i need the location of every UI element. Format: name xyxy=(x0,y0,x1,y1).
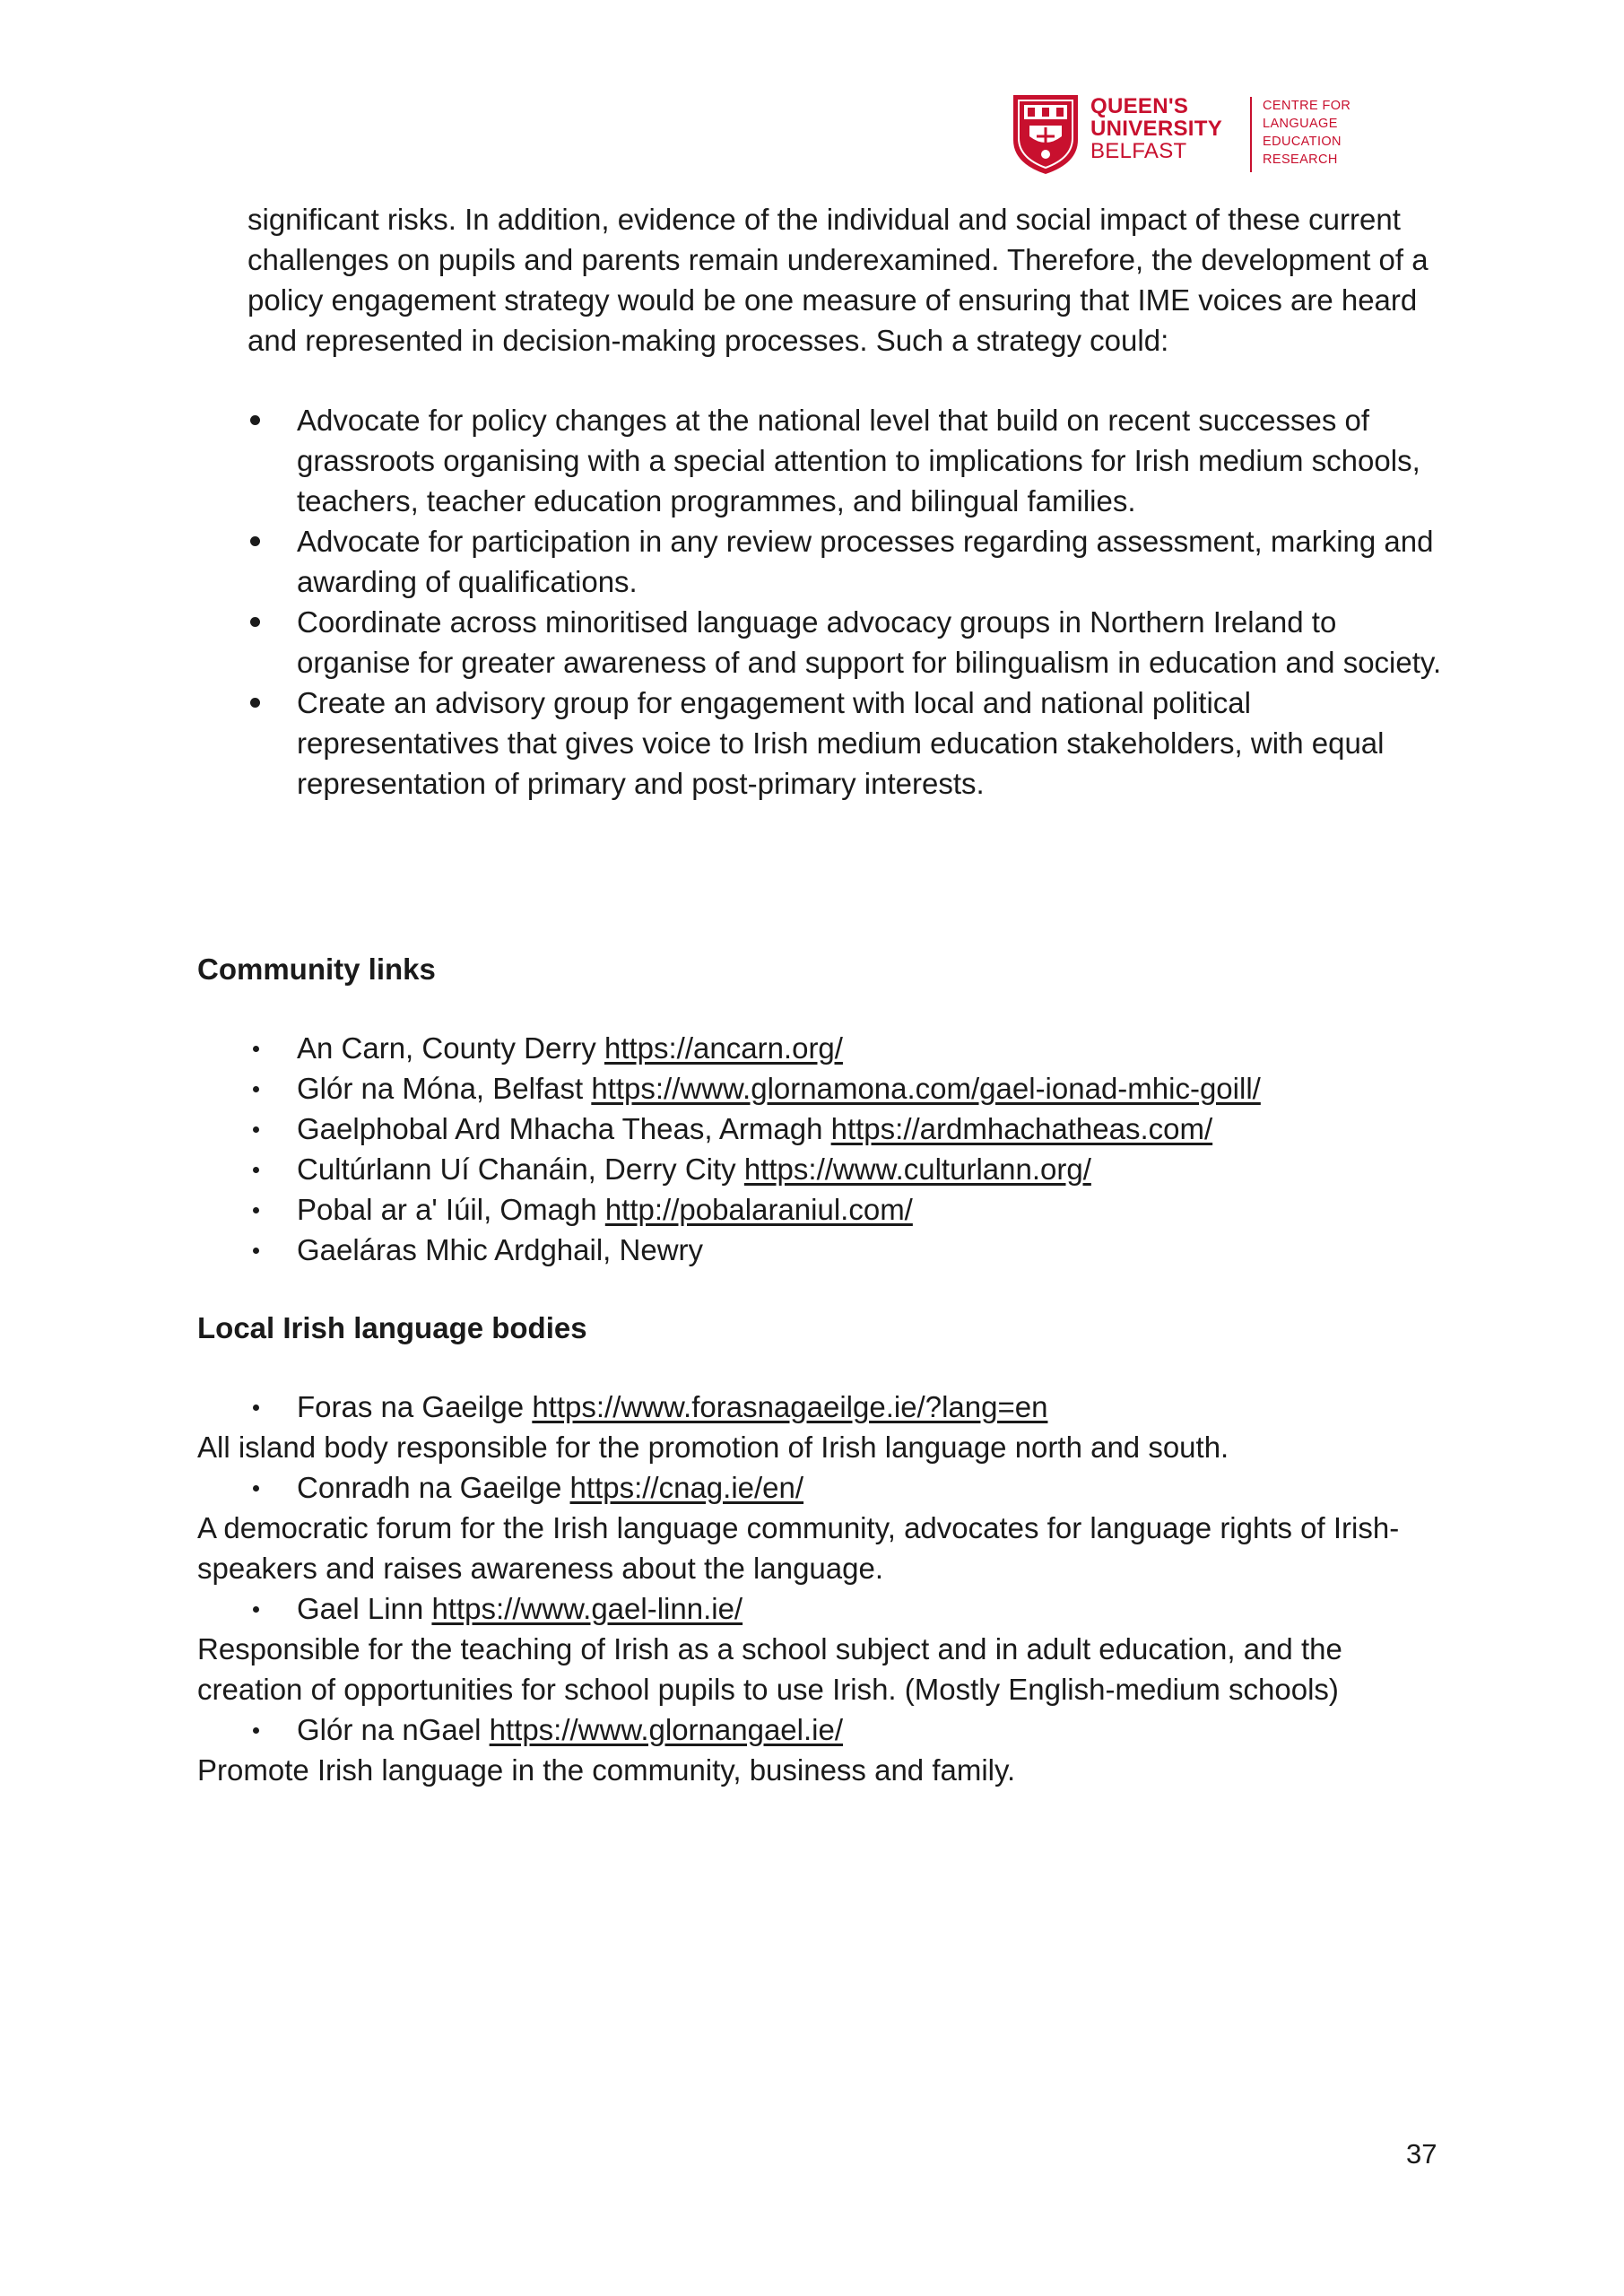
local-bodies-heading: Local Irish language bodies xyxy=(197,1311,587,1344)
university-crest-icon xyxy=(1012,93,1080,176)
local-bodies-list xyxy=(197,1387,1453,1790)
community-name: Glór na Móna, Belfast xyxy=(297,1072,584,1105)
intro-paragraph: significant risks. In addition, evidence of the individual and social impact of these current challenges on pupils and parents remain underexamined. Therefore, the development of a policy engagement strategy would be one measure of ensuring that IME voices are heard and represented in decision-making processes. Such a strategy could: xyxy=(248,203,1429,357)
community-links-heading: Community links xyxy=(197,952,436,986)
logo-divider xyxy=(1250,97,1252,172)
body-name: Gael Linn xyxy=(297,1592,424,1625)
strategy-item: Advocate for participation in any review processes regarding assessment, marking and awarding of qualifications. xyxy=(248,521,1449,602)
community-name: Cultúrlann Uí Chanáin, Derry City xyxy=(297,1152,736,1186)
community-name: An Carn, County Derry xyxy=(297,1031,604,1065)
page-number: 37 xyxy=(1406,2138,1437,2170)
community-name: Gaelphobal Ard Mhacha Theas, Armagh xyxy=(297,1112,823,1145)
body-name: Glór na nGael xyxy=(297,1713,482,1746)
logo-line3: BELFAST xyxy=(1090,139,1187,163)
body-description: Responsible for the teaching of Irish as a school subject and in adult education, and the creation of opportunities for school pupils to use Irish. (Mostly English-medium schools) xyxy=(197,1632,1342,1706)
body-item xyxy=(197,1387,1453,1427)
body-item xyxy=(197,1467,1453,1508)
community-name: Pobal ar a' Iúil, Omagh xyxy=(297,1193,597,1226)
community-link-item xyxy=(248,1189,1261,1230)
body-name: Foras na Gaeilge xyxy=(297,1390,525,1423)
body-link[interactable]: https://www.glornangael.ie/ xyxy=(489,1713,844,1746)
centre-name xyxy=(1263,97,1350,169)
community-links-list xyxy=(248,1028,1261,1270)
body-item xyxy=(197,1588,1453,1629)
centre-line4: RESEARCH xyxy=(1263,152,1338,167)
community-link-item xyxy=(248,1230,1261,1270)
community-link[interactable]: https://ancarn.org/ xyxy=(604,1031,843,1065)
community-link-item xyxy=(248,1149,1261,1189)
centre-line1: CENTRE FOR xyxy=(1263,99,1351,113)
body-link[interactable]: https://www.forasnagaeilge.ie/?lang=en xyxy=(532,1390,1048,1423)
body-description: All island body responsible for the promotion of Irish language north and south. xyxy=(197,1431,1229,1464)
community-link-item xyxy=(248,1028,1261,1068)
community-link[interactable]: https://www.culturlann.org/ xyxy=(743,1152,1091,1186)
strategy-item: Advocate for policy changes at the national level that build on recent successes of grassroots organising with a special attention to implications for Irish medium schools, teachers, teacher education programmes, and bilingual families. xyxy=(248,400,1449,521)
centre-line2: LANGUAGE xyxy=(1263,117,1338,131)
logo-line1: QUEEN'S xyxy=(1090,94,1189,118)
body-link[interactable]: https://www.gael-linn.ie/ xyxy=(431,1592,743,1625)
university-name xyxy=(1090,95,1222,162)
strategy-list xyxy=(248,400,1449,804)
community-link[interactable]: https://ardmhachatheas.com/ xyxy=(830,1112,1213,1145)
community-name: Gaeláras Mhic Ardghail, Newry xyxy=(297,1233,704,1266)
community-link[interactable]: http://pobalaraniul.com/ xyxy=(604,1193,913,1226)
community-link-item xyxy=(248,1068,1261,1109)
community-link-item xyxy=(248,1109,1261,1149)
strategy-item: Create an advisory group for engagement with local and national political representatives that gives voice to Irish medium education stakeholders, with equal representation of primary and post-primary interests. xyxy=(248,683,1449,804)
body-name: Conradh na Gaeilge xyxy=(297,1471,562,1504)
body-link[interactable]: https://cnag.ie/en/ xyxy=(569,1471,804,1504)
community-link[interactable]: https://www.glornamona.com/gael-ionad-mhic-goill/ xyxy=(591,1072,1261,1105)
logo-line2: UNIVERSITY xyxy=(1090,117,1223,141)
qub-logo xyxy=(1012,93,1361,179)
body-item xyxy=(197,1709,1453,1750)
centre-line3: EDUCATION xyxy=(1263,135,1342,149)
strategy-item: Coordinate across minoritised language advocacy groups in Northern Ireland to organise for greater awareness of and support for bilingualism in education and society. xyxy=(248,602,1449,683)
body-description: Promote Irish language in the community, business and family. xyxy=(197,1753,1016,1787)
body-description: A democratic forum for the Irish language community, advocates for language rights of Irish-speakers and raises awareness about the language. xyxy=(197,1511,1400,1585)
